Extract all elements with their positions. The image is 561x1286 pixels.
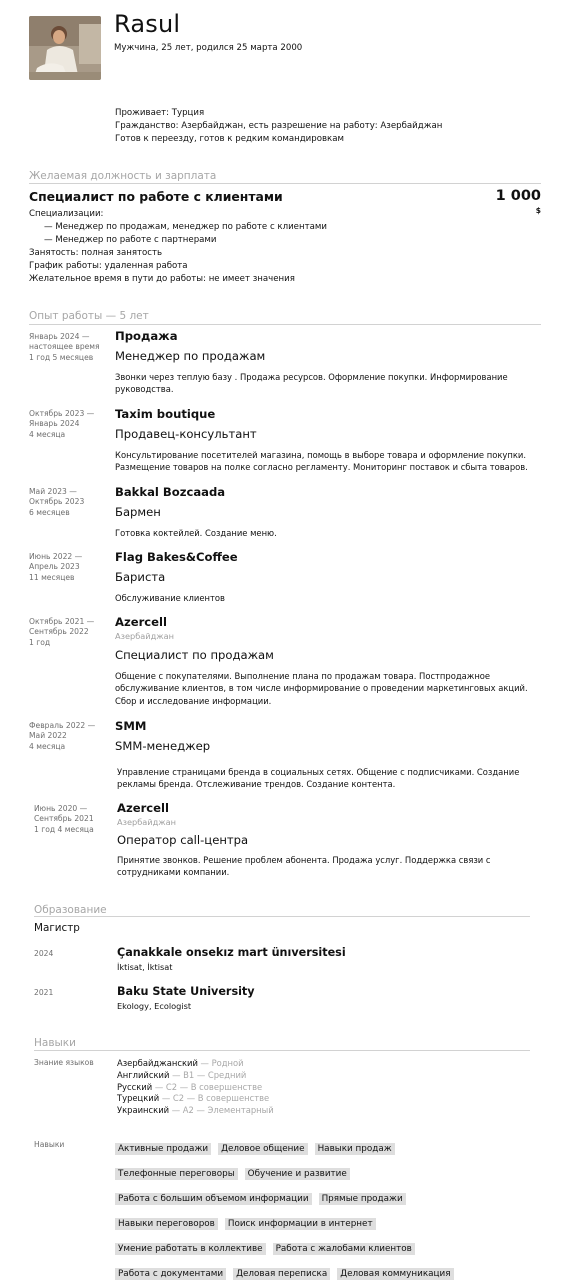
skill-tag: Деловая переписка <box>233 1268 330 1280</box>
job-description: Управление страницами бренда в социальных сетях. Общение с подписчиками. Создание рекламы бренда. Отслеживание трендов. Создание контента. <box>117 767 520 790</box>
job-description: Принятие звонков. Решение проблем абонента. Продажа услуг. Поддержка связи с сотрудниками компании. <box>117 855 491 878</box>
section-divider <box>34 916 530 917</box>
job-role: Менеджер по продажам <box>115 349 266 363</box>
job-company: Azercell <box>117 801 169 815</box>
education-name: Baku State University <box>117 985 255 998</box>
job-period: Июнь 2022 — Апрель 2023 11 месяцев <box>29 552 83 582</box>
job-description: Звонки через теплую базу . Продажа ресурсов. Оформление покупки. Информирование руководства. <box>115 372 508 395</box>
skill-tag: Деловое общение <box>218 1143 307 1155</box>
education-year: 2024 <box>34 949 54 958</box>
job-role: Продавец-консультант <box>115 427 257 441</box>
skill-tag: Навыки переговоров <box>115 1218 218 1230</box>
language-item: Русский — C2 — В совершенстве <box>117 1081 263 1092</box>
job-company: Azercell <box>115 615 167 629</box>
job-period: Октябрь 2021 — Сентябрь 2022 1 год <box>29 617 95 647</box>
specializations-label: Специализации: <box>29 209 104 219</box>
job-role: Оператор call-центра <box>117 833 249 847</box>
employment-line: Занятость: полная занятость <box>29 248 163 258</box>
skills-tags <box>115 1136 525 1286</box>
job-period: Январь 2024 — настоящее время 1 год 5 месяцев <box>29 332 100 362</box>
job-description: Обслуживание клиентов <box>115 593 225 603</box>
schedule-line: График работы: удаленная работа <box>29 261 188 271</box>
location-line: Проживает: Турция <box>115 108 205 118</box>
skill-tag: Обучение и развитие <box>245 1168 350 1180</box>
education-faculty: İktisat, İktisat <box>117 962 173 972</box>
desired-section-title: Желаемая должность и зарплата <box>29 170 217 182</box>
job-role: Бариста <box>115 570 166 584</box>
specialization-item: — Менеджер по продажам, менеджер по работе с клиентами <box>44 222 327 232</box>
languages-list <box>117 1058 274 1117</box>
education-year: 2021 <box>34 988 54 997</box>
salary-currency: $ <box>535 206 541 215</box>
desired-position: Специалист по работе с клиентами <box>29 189 283 204</box>
skill-tag: Прямые продажи <box>319 1193 406 1205</box>
education-faculty: Ekology, Ecologist <box>117 1001 192 1011</box>
avatar <box>29 16 101 80</box>
candidate-summary: Мужчина, 25 лет, родился 25 марта 2000 <box>114 43 303 53</box>
job-region: Азербайджан <box>115 631 174 641</box>
skill-tag: Работа с жалобами клиентов <box>273 1243 415 1255</box>
avatar-photo-icon <box>29 16 101 80</box>
job-role: Специалист по продажам <box>115 648 274 662</box>
job-period: Май 2023 — Октябрь 2023 6 месяцев <box>29 487 85 517</box>
section-divider <box>29 324 541 325</box>
education-level: Магистр <box>34 922 80 934</box>
job-company: Продажа <box>115 329 178 343</box>
education-section-title: Образование <box>34 904 107 916</box>
section-divider <box>29 183 541 184</box>
skill-tag: Активные продажи <box>115 1143 211 1155</box>
language-item: Азербайджанский — Родной <box>117 1058 244 1068</box>
skill-tag: Деловая коммуникация <box>337 1268 453 1280</box>
travel-time-line: Желательное время в пути до работы: не имеет значения <box>29 274 295 284</box>
education-name: Çanakkale onsekız mart ünıversitesi <box>117 946 346 959</box>
job-company: Flag Bakes&Coffee <box>115 550 238 564</box>
job-company: SMM <box>115 719 147 733</box>
job-period: Октябрь 2023 — Январь 2024 4 месяца <box>29 409 95 439</box>
languages-label: Знание языков <box>34 1058 94 1067</box>
skill-tag: Работа с большим объемом информации <box>115 1193 312 1205</box>
job-company: Taxim boutique <box>115 407 216 421</box>
salary-value: 1 000 <box>495 188 541 204</box>
language-item: Турецкий — C2 — В совершенстве <box>117 1093 270 1104</box>
skills-section-title: Навыки <box>34 1037 76 1049</box>
job-period: Июнь 2020 — Сентябрь 2021 1 год 4 месяца <box>34 804 94 834</box>
skill-tag: Навыки продаж <box>315 1143 395 1155</box>
specialization-item: — Менеджер по работе с партнерами <box>44 235 217 245</box>
relocation-line: Готов к переезду, готов к редким командировкам <box>115 134 344 144</box>
language-item: Украинский — A2 — Элементарный <box>117 1105 274 1116</box>
job-description: Готовка коктейлей. Создание меню. <box>115 528 277 538</box>
skill-tag: Поиск информации в интернет <box>225 1218 376 1230</box>
job-period: Февраль 2022 — Май 2022 4 месяца <box>29 721 96 751</box>
skills-label: Навыки <box>34 1140 65 1149</box>
citizenship-line: Гражданство: Азербайджан, есть разрешение на работу: Азербайджан <box>115 121 443 131</box>
skill-tag: Телефонные переговоры <box>115 1168 238 1180</box>
job-role: Бармен <box>115 505 161 519</box>
candidate-name: Rasul <box>114 10 181 38</box>
section-divider <box>34 1050 530 1051</box>
job-role: SMM-менеджер <box>115 739 211 753</box>
skill-tag: Работа с документами <box>115 1268 226 1280</box>
job-company: Bakkal Bozcaada <box>115 485 226 499</box>
job-description: Консультирование посетителей магазина, помощь в выборе товара и оформление покупки. Размещение товаров на полке согласно регламенту. Мониторинг поставок и сбыта товаров. <box>115 450 528 473</box>
skill-tag: Умение работать в коллективе <box>115 1243 266 1255</box>
job-region: Азербайджан <box>117 817 176 827</box>
experience-section-title: Опыт работы — 5 лет <box>29 310 149 322</box>
language-item: Английский — B1 — Средний <box>117 1069 247 1080</box>
job-description: Общение с покупателями. Выполнение плана по продажам товара. Постпродажное обслуживание клиентов, в том числе информирование о проведении маркетинговых акций. Сбор и исследование информации. <box>115 671 528 706</box>
